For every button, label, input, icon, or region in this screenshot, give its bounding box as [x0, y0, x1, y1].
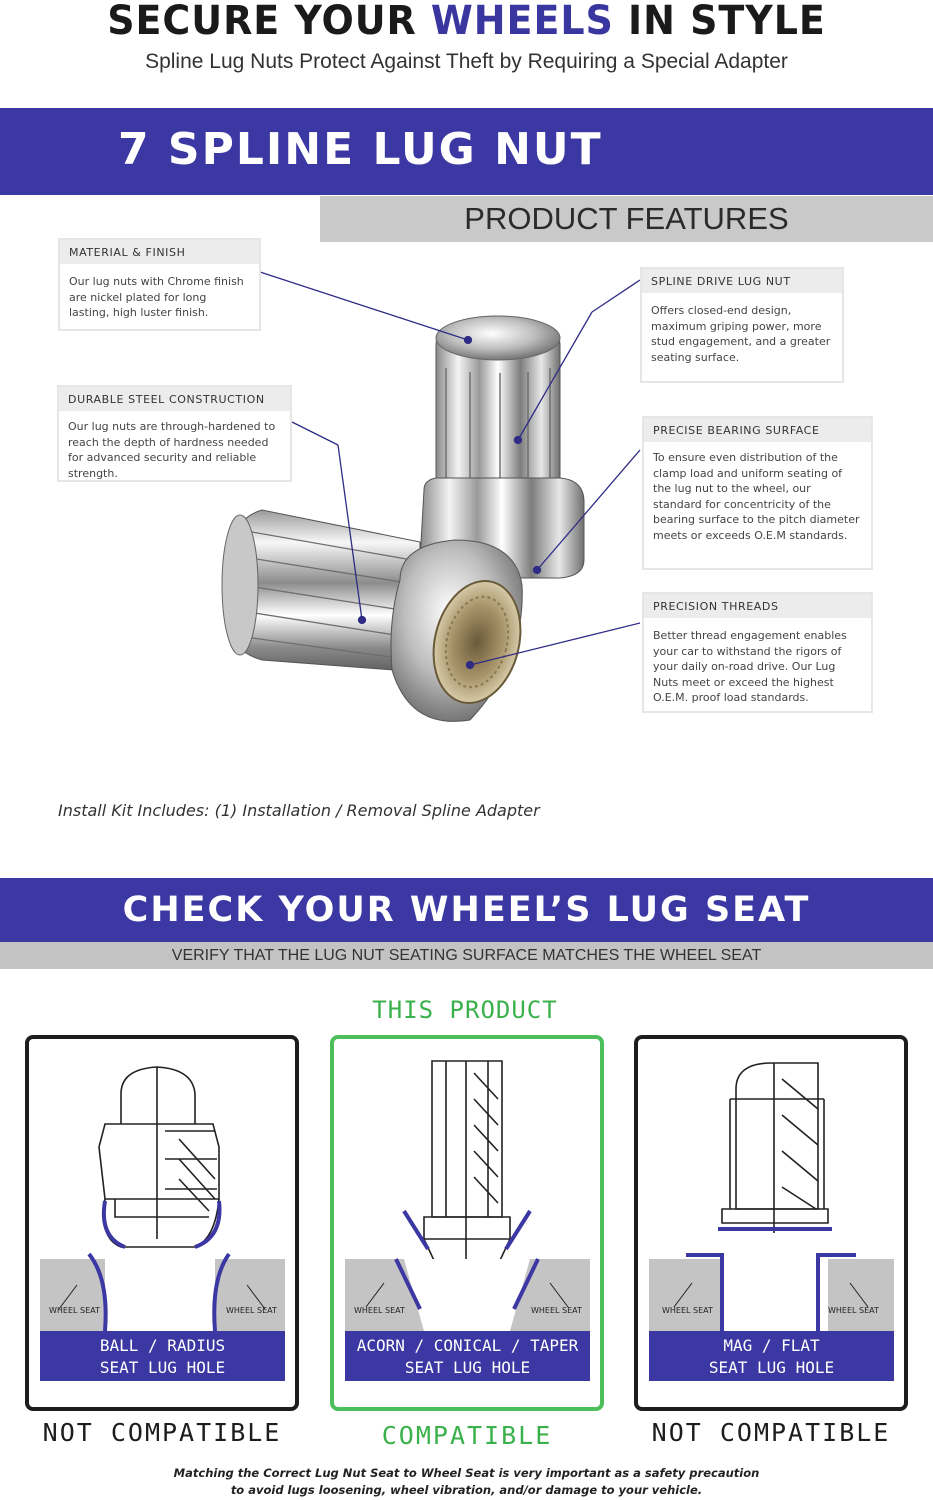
safety-footnote [0, 1465, 933, 1499]
wheel-seat-label: WHEEL SEAT [662, 1306, 713, 1315]
seat-card-mag [634, 1035, 908, 1411]
callout-title: PRECISION THREADS [644, 594, 871, 618]
hero-subtitle: Spline Lug Nuts Protect Against Theft by Requiring a Special Adapter [145, 50, 788, 73]
verdict-acorn: COMPATIBLE [381, 1421, 553, 1450]
footnote-line1: Matching the Correct Lug Nut Seat to Wheel Seat is very important as a safety precaution [173, 1466, 760, 1480]
seat-type-label [649, 1335, 894, 1379]
callout-title: MATERIAL & FINISH [60, 240, 259, 264]
install-kit-note: Install Kit Includes: (1) Installation / Removal Spline Adapter [58, 801, 540, 820]
wheel-seat-label: WHEEL SEAT [49, 1306, 100, 1315]
product-banner-title: 7 SPLINE LUG NUT [118, 124, 603, 175]
seat-type-line2: SEAT LUG HOLE [708, 1358, 835, 1377]
callout-material-finish [58, 238, 261, 331]
wheel-seat-label: WHEEL SEAT [828, 1306, 879, 1315]
seat-type-line1: MAG / FLAT [723, 1336, 820, 1355]
hero-title-part2: IN STYLE [628, 0, 826, 44]
hero-title [23, 0, 909, 42]
seat-type-label [345, 1335, 590, 1379]
callout-title: SPLINE DRIVE LUG NUT [642, 269, 842, 293]
seat-card-acorn [330, 1035, 604, 1411]
callout-bearing-surface [642, 416, 873, 570]
callout-body: Better thread engagement enables your car to withstand the rigors of your daily on-road drive. Our Lug Nuts meet or exceed the highest O.E.M. proof load standards. [653, 629, 847, 704]
callout-body: Our lug nuts are through-hardened to reach the depth of hardness needed for advanced security and reliable strength. [68, 420, 276, 480]
seat-type-line1: BALL / RADIUS [99, 1336, 226, 1355]
callout-title: PRECISE BEARING SURFACE [644, 418, 871, 442]
footnote-line2: to avoid lugs loosening, wheel vibration, and/or damage to your vehicle. [230, 1483, 703, 1497]
wheel-seat-label: WHEEL SEAT [531, 1306, 582, 1315]
seat-type-line2: SEAT LUG HOLE [99, 1358, 226, 1377]
callout-steel-construction [57, 385, 292, 482]
callout-spline-drive [640, 267, 844, 383]
callout-body: To ensure even distribution of the clamp load and uniform seating of the lug nut to the wheel, our standard for concentricity of the bearing surface to the pitch diameter meets or exceeds O.E.M standards. [653, 451, 860, 542]
seat-type-line1: ACORN / CONICAL / TAPER [356, 1336, 579, 1355]
hero-title-accent: WHEELS [430, 0, 614, 44]
wheel-seat-label: WHEEL SEAT [354, 1306, 405, 1315]
seat-type-label [40, 1335, 285, 1379]
callout-body: Offers closed-end design, maximum griping power, more stud engagement, and a greater seating surface. [651, 304, 831, 364]
verdict-mag: NOT COMPATIBLE [651, 1418, 891, 1447]
wheel-seat-label: WHEEL SEAT [226, 1306, 277, 1315]
lug-seat-subtitle: VERIFY THAT THE LUG NUT SEATING SURFACE MATCHES THE WHEEL SEAT [171, 947, 762, 964]
seat-type-line2: SEAT LUG HOLE [404, 1358, 531, 1377]
callout-title: DURABLE STEEL CONSTRUCTION [59, 387, 290, 411]
seat-card-ball [25, 1035, 299, 1411]
callout-precision-threads [642, 592, 873, 713]
lug-seat-banner-title: CHECK YOUR WHEEL’S LUG SEAT [122, 890, 811, 930]
this-product-label: THIS PRODUCT [372, 996, 558, 1024]
features-heading: PRODUCT FEATURES [464, 201, 789, 236]
callout-body: Our lug nuts with Chrome finish are nickel plated for long lasting, high luster finish. [69, 275, 244, 319]
hero-title-part1: SECURE YOUR [107, 0, 417, 44]
standing-lug-nut [420, 316, 584, 578]
verdict-ball: NOT COMPATIBLE [42, 1418, 282, 1447]
